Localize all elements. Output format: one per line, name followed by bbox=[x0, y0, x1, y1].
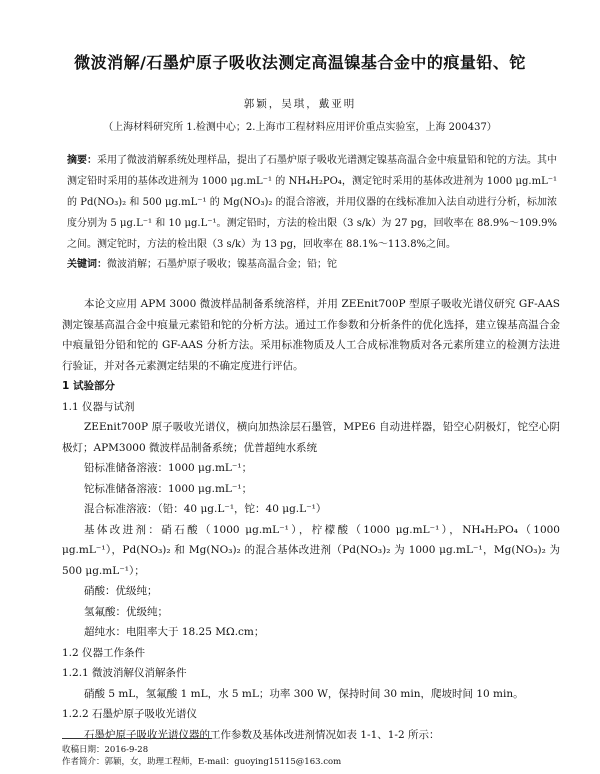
received-date: 收稿日期：2016-9-28 bbox=[62, 745, 149, 755]
instruments-paragraph: ZEEnit700P 原子吸收光谱仪，横向加热涂层石墨管，MPE6 自动进样器，铅空心阴极灯，铊空心阴极灯；APM3000 微波样品制备系统；优普超纯水系统 bbox=[62, 421, 560, 454]
section-heading: 1 试验部分 bbox=[62, 380, 115, 392]
abstract-label: 摘要： bbox=[67, 155, 97, 166]
intro-paragraph: 本论文应用 APM 3000 微波样品制备系统溶样，并用 ZEEnit700P 型原子吸收光谱仪研究 GF-AAS 测定镍基高温合金中痕量元素铅和铊的分析方法。通过工作参数和分析条件的优化选择，建立镍基高温合金中痕量铅分铅和铊的 GF-AAS 分析方法。采用标准物质及人工合成标准物质对各元素所建立的检测方法进行验证，并对各元素测定结果的不确定度进行评估。 bbox=[62, 298, 561, 372]
authors: 郭颖，吴琪，戴亚明 bbox=[243, 98, 357, 110]
paper-title: 微波消解/石墨炉原子吸收法测定高温镍基合金中的痕量铅、铊 bbox=[74, 53, 526, 72]
footnotes bbox=[62, 744, 341, 768]
subsubsection-heading: 1.2.2 石墨炉原子吸收光谱仪 bbox=[62, 708, 198, 720]
affiliation: （上海材料研究所 1.检测中心；2.上海市工程材料应用评价重点实验室，上海 200437） bbox=[103, 122, 497, 133]
footnote-divider bbox=[62, 738, 212, 739]
paper-body bbox=[62, 294, 560, 745]
digestion-conditions: 硝酸 5 mL，氢氟酸 1 mL，水 5 mL；功率 300 W，保持时间 30 min，爬坡时间 10 min。 bbox=[84, 687, 524, 700]
subsection-heading: 1.2 仪器工作条件 bbox=[62, 646, 146, 659]
reagent-modifier: 基体改进剂：硝石酸（1000 μg.mL⁻¹），柠檬酸（1000 μg.mL⁻¹），NH₄H₂PO₄（1000 μg.mL⁻¹），Pd(NO₃)₂ 和 Mg(NO₃)₂ 的混合基体改进剂（Pd(NO₃)₂ 为 1000 μg.mL⁻¹，Mg(NO₃)₂ 为 500 μg.mL⁻¹）； bbox=[62, 523, 560, 577]
abstract-text: 采用了微波消解系统处理样品，提出了石墨炉原子吸收光谱测定镍基高温合金中痕量铅和铊的方法。其中测定铅时采用的基体改进剂为 1000 μg.mL⁻¹ 的 NH₄H₂PO₄，测定铊时采用的基体改进剂为 1000 μg.mL⁻¹ 的 Pd(NO₃)₂ 和 500 μg.mL⁻¹ 的 Mg(NO₃)₂ 的混合溶液，并用仪器的在线标准加入法自动进行分析，标加浓度分别为 5 μg.L⁻¹ 和 10 μg.L⁻¹。测定铅时，方法的检出限（3 s/k）为 27 pg，回收率在 88.9%～109.9%之间。测定铊时，方法的检出限（3 s/k）为 13 pg，回收率在 88.1%～113.8%之间。 bbox=[67, 155, 557, 250]
subsubsection-heading: 1.2.1 微波消解仪消解条件 bbox=[62, 667, 187, 679]
author-note: 作者简介：郭颖，女，助理工程师，E-mail：guoying15115@163.com bbox=[62, 757, 342, 767]
gf-params-paragraph: 石墨炉原子吸收光谱仪器的工作参数及基体改进剂情况如表 1-1、1-2 所示： bbox=[84, 728, 440, 741]
abstract bbox=[67, 150, 557, 255]
reagent-hf: 氢氟酸：优级纯； bbox=[84, 605, 168, 618]
keywords-text: 微波消解；石墨炉原子吸收；镍基高温合金；铅；铊 bbox=[107, 259, 337, 270]
reagent-mixed-std: 混合标准溶液：（铅：40 μg.L⁻¹，铊：40 μg.L⁻¹） bbox=[84, 503, 327, 515]
reagent-nitric: 硝酸：优级纯； bbox=[84, 585, 158, 597]
reagent-lead-std: 铅标准储备溶液：1000 μg.mL⁻¹； bbox=[84, 462, 253, 474]
keywords bbox=[67, 255, 557, 270]
reagent-water: 超纯水：电阻率大于 18.25 MΩ.cm； bbox=[84, 626, 265, 638]
keywords-label: 关键词： bbox=[67, 259, 107, 270]
subsection-heading: 1.1 仪器与试剂 bbox=[62, 400, 135, 413]
reagent-tl-std: 铊标准储备溶液：1000 μg.mL⁻¹； bbox=[84, 482, 253, 495]
